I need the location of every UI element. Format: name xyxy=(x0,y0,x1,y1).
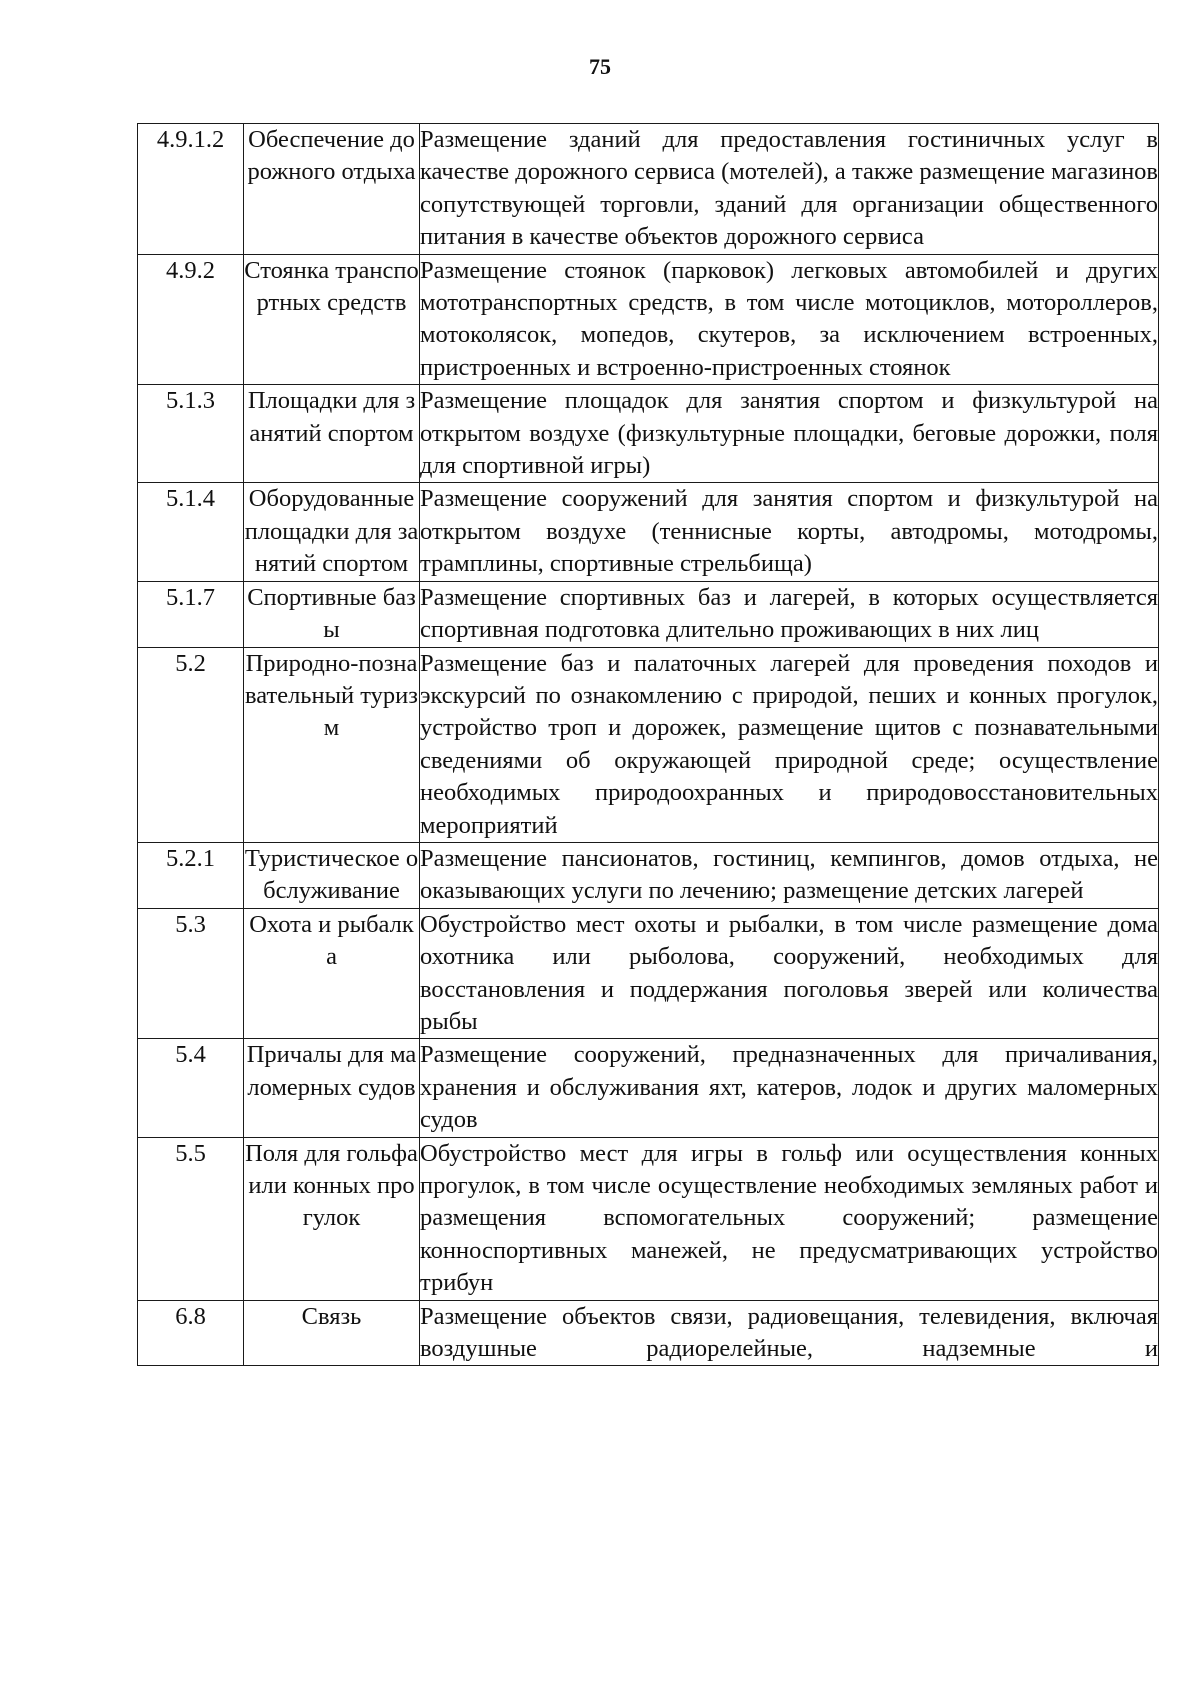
name-cell: Спортивные базы xyxy=(244,581,420,647)
table-row xyxy=(138,581,1159,647)
code-cell: 5.1.4 xyxy=(138,483,244,581)
name-cell: Оборудованные площадки для занятий спортом xyxy=(244,483,420,581)
description-cell: Размещение баз и палаточных лагерей для проведения походов и экскурсий по ознакомлению с природой, пеших и конных прогулок, устройство троп и дорожек, размещение щитов с познавательными сведениями об окружающей природной среде; осуществление необходимых природоохранных и природовосстановительных мероприятий xyxy=(420,647,1159,842)
table-row xyxy=(138,124,1159,255)
description-cell: Размещение площадок для занятия спортом и физкультурой на открытом воздухе (физкультурные площадки, беговые дорожки, поля для спортивной игры) xyxy=(420,385,1159,483)
page-number: 75 xyxy=(589,54,611,79)
description-cell: Размещение объектов связи, радиовещания, телевидения, включая воздушные радиорелейные, надземные и xyxy=(420,1302,1158,1363)
code-cell: 5.5 xyxy=(138,1137,244,1300)
description-cell: Размещение стоянок (парковок) легковых автомобилей и других мототранспортных средств, в том числе мотоциклов, мотороллеров, мотоколясок, мопедов, скутеров, за исключением встроенных, пристроенных и встроенно-пристроенных стоянок xyxy=(420,254,1159,385)
code-cell: 6.8 xyxy=(175,1302,206,1330)
code-cell: 5.4 xyxy=(138,1039,244,1137)
code-cell: 5.2 xyxy=(138,647,244,842)
description-cell: Размещение спортивных баз и лагерей, в которых осуществляется спортивная подготовка длительно проживающих в них лиц xyxy=(420,581,1159,647)
table-row xyxy=(138,385,1159,483)
code-cell: 5.1.3 xyxy=(138,385,244,483)
code-cell: 4.9.2 xyxy=(138,254,244,385)
table-row xyxy=(138,483,1159,581)
description-cell: Размещение сооружений, предназначенных для причаливания, хранения и обслуживания яхт, катеров, лодок и других маломерных судов xyxy=(420,1039,1159,1137)
table-row xyxy=(138,647,1159,842)
name-cell: Природно-познавательный туризм xyxy=(244,647,420,842)
name-cell: Поля для гольфа или конных прогулок xyxy=(244,1137,420,1300)
table-row xyxy=(138,1039,1159,1137)
name-cell: Стоянка транспортных средств xyxy=(244,254,420,385)
code-cell: 4.9.1.2 xyxy=(138,124,244,255)
name-cell: Туристическое обслуживание xyxy=(244,842,420,908)
name-cell: Охота и рыбалка xyxy=(244,908,420,1039)
land-use-table xyxy=(137,123,1159,1366)
name-cell: Связь xyxy=(301,1302,362,1330)
description-cell: Размещение пансионатов, гостиниц, кемпингов, домов отдыха, не оказывающих услуги по лечению; размещение детских лагерей xyxy=(420,842,1159,908)
description-cell: Обустройство мест охоты и рыбалки, в том числе размещение дома охотника или рыболова, сооружений, необходимых для восстановления и поддержания поголовья зверей или количества рыбы xyxy=(420,908,1159,1039)
code-cell: 5.1.7 xyxy=(138,581,244,647)
name-cell: Обеспечение дорожного отдыха xyxy=(244,124,420,255)
name-cell: Площадки для занятий спортом xyxy=(244,385,420,483)
table-row xyxy=(138,1137,1159,1300)
table-row xyxy=(138,254,1159,385)
description-cell: Размещение сооружений для занятия спортом и физкультурой на открытом воздухе (теннисные корты, автодромы, мотодромы, трамплины, спортивные стрельбища) xyxy=(420,483,1159,581)
table-row xyxy=(138,908,1159,1039)
description-cell: Обустройство мест для игры в гольф или осуществления конных прогулок, в том числе осуществление необходимых земляных работ и размещения вспомогательных сооружений; размещение конноспортивных манежей, не предусматривающих устройство трибун xyxy=(420,1137,1159,1300)
table-row xyxy=(138,842,1159,908)
name-cell: Причалы для маломерных судов xyxy=(244,1039,420,1137)
code-cell: 5.2.1 xyxy=(138,842,244,908)
code-cell: 5.3 xyxy=(138,908,244,1039)
table-row xyxy=(138,1300,1159,1365)
description-cell: Размещение зданий для предоставления гостиничных услуг в качестве дорожного сервиса (мотелей), а также размещение магазинов сопутствующей торговли, зданий для организации общественного питания в качестве объектов дорожного сервиса xyxy=(420,124,1159,255)
